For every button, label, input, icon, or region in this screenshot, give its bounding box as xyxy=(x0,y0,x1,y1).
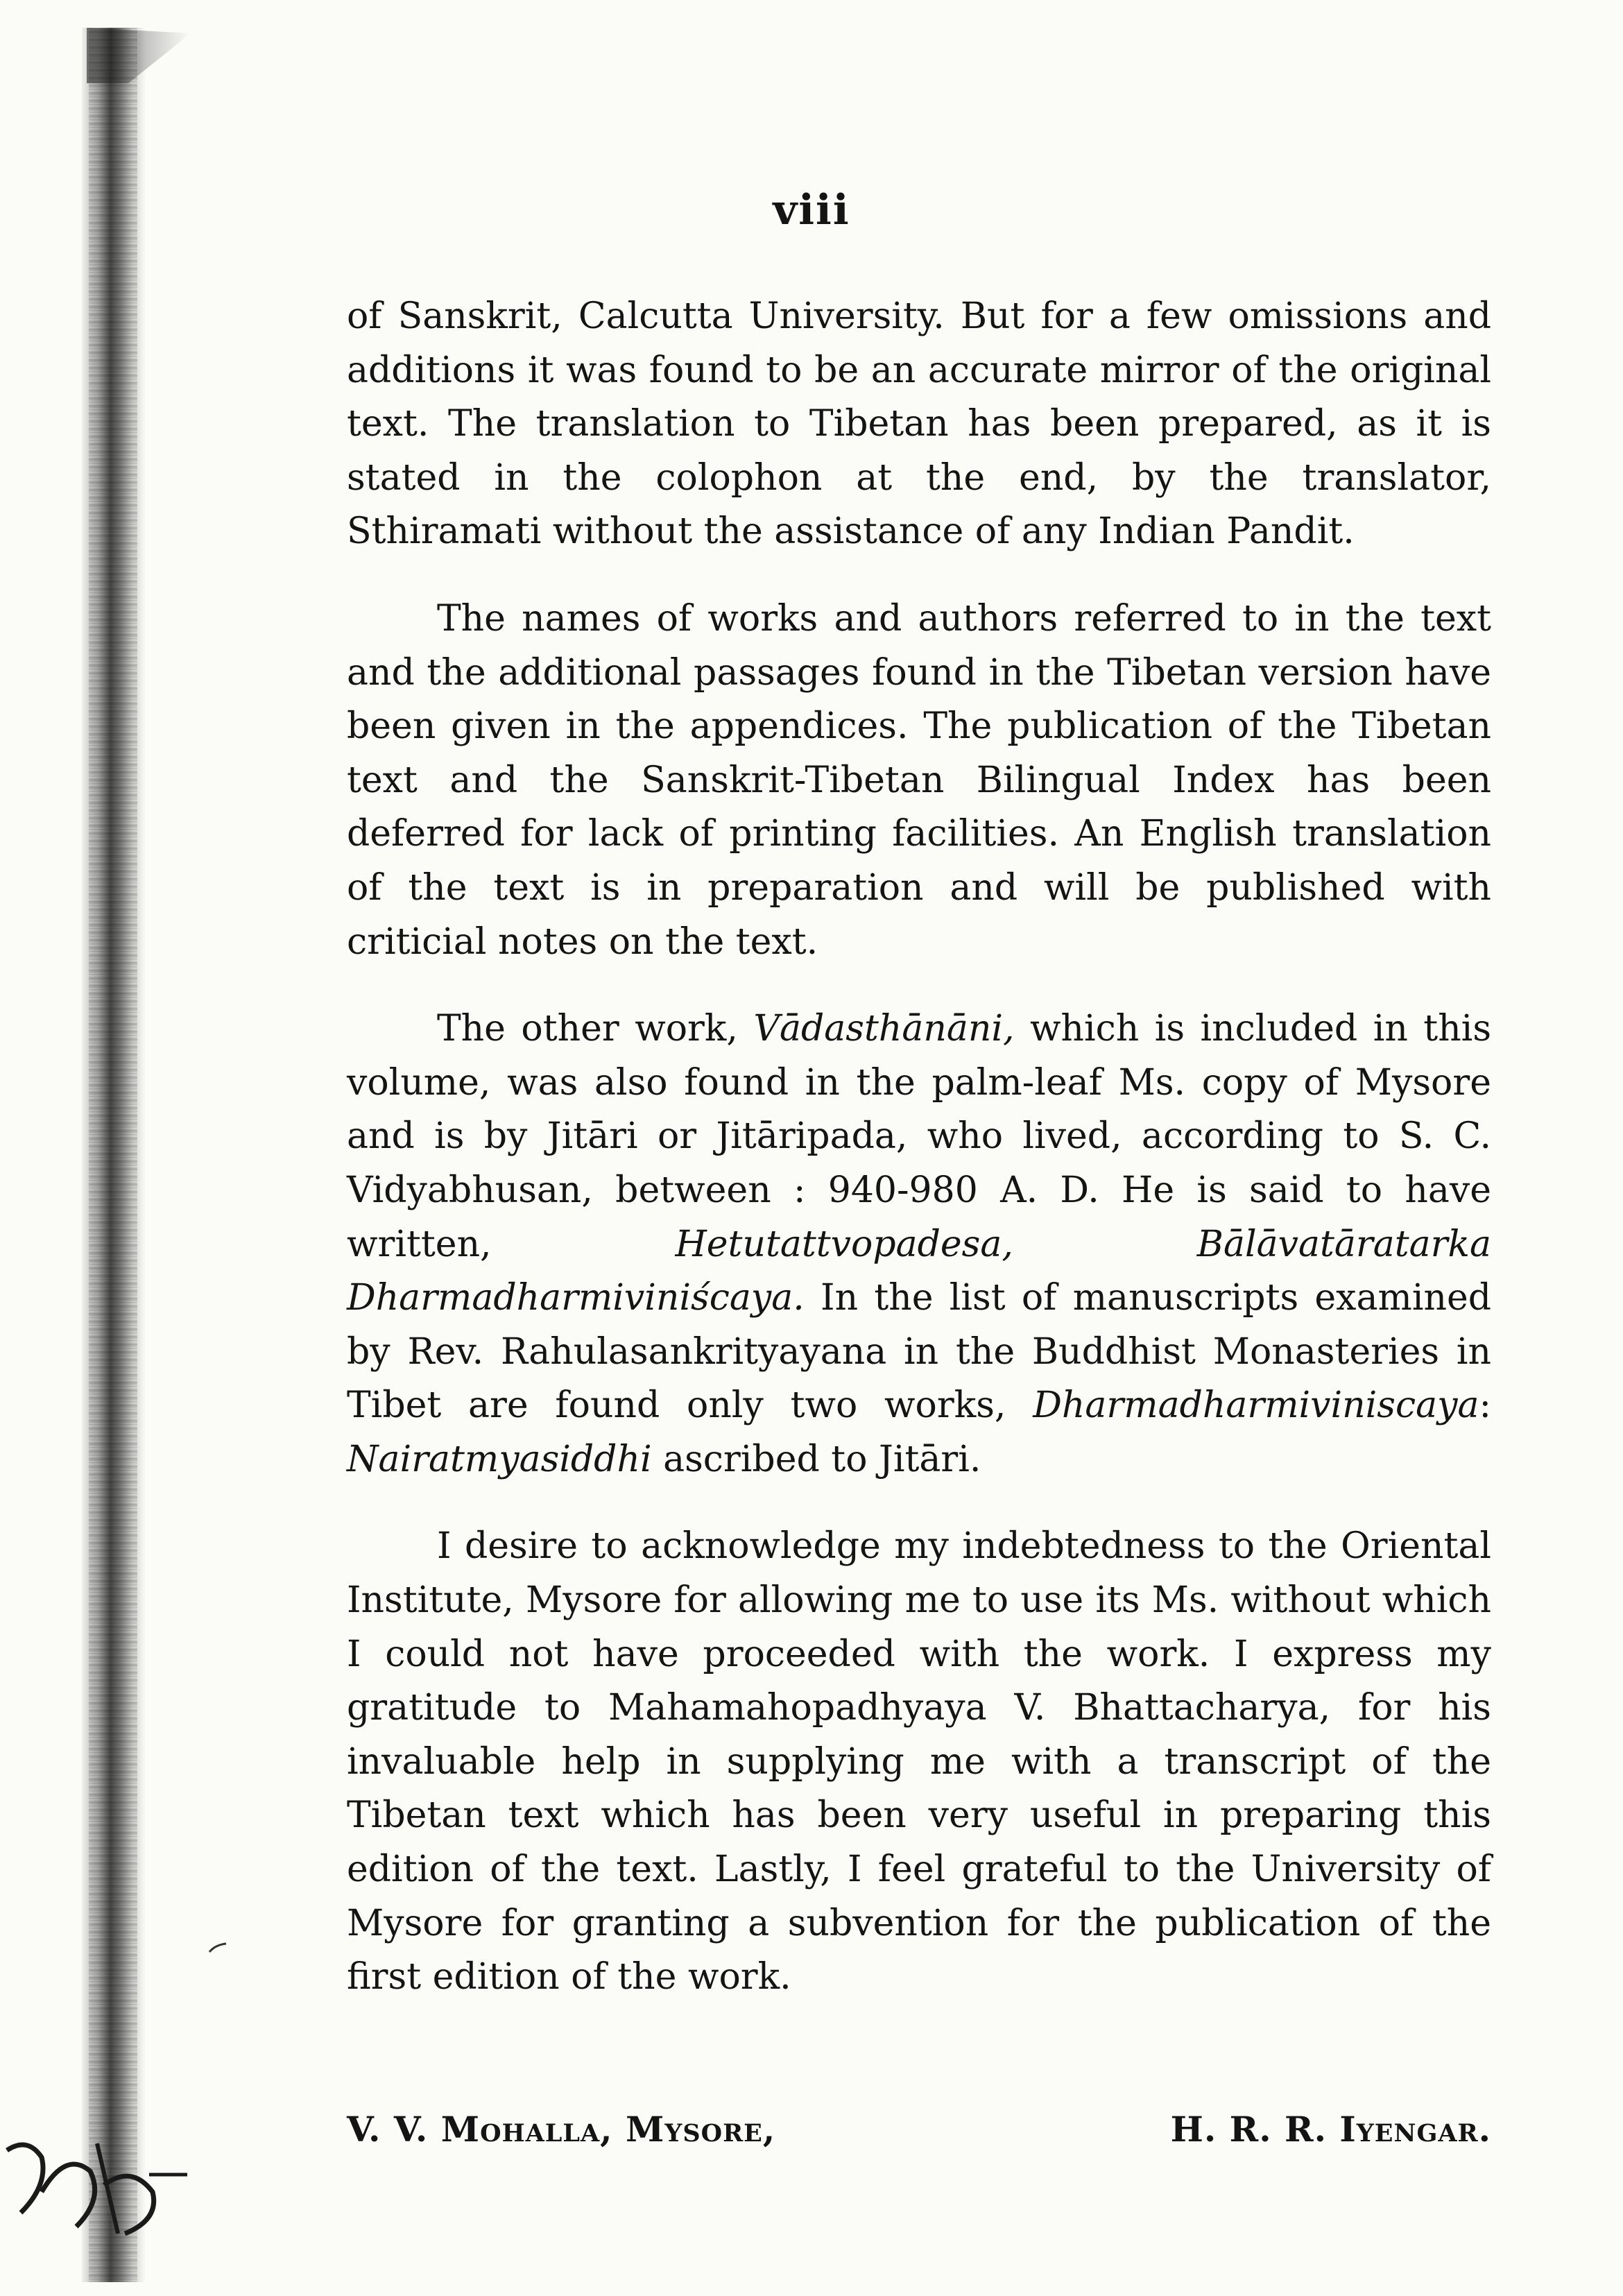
paragraph-3-segment: : xyxy=(1479,1385,1491,1427)
paragraph-3-segment: which is included in this volume, was also found in the palm-leaf Ms. copy of Mysore and is by Jitāri or Jitāripada, who lived, according to S. C. Vidyabhusan, between : 940-980 A. D. He is said to have written, xyxy=(347,1008,1491,1265)
signature-line xyxy=(347,2109,1491,2150)
page-binding-shadow xyxy=(82,28,146,2282)
paragraph-1: of Sanskrit, Calcutta University. But for a few omissions and additions it was found to be an accurate mirror of the original text. The translation to Tibetan has been prepared, as it is stated in the colophon at the end, by the translator, Sthiramati without the assistance of any Indian Pandit. xyxy=(347,295,1491,553)
signature-author: H. R. R. Iyengar. xyxy=(1170,2109,1491,2150)
title-nairatmyasiddhi: Nairatmyasiddhi xyxy=(347,1438,652,1480)
title-hetutattvopadesa: Hetutattvopadesa, Bālāvatāratarka Dharmadharmiviniścaya. xyxy=(347,1223,1491,1319)
margin-tick-mark xyxy=(208,1942,227,1953)
handwritten-margin-mark xyxy=(0,2109,208,2261)
page-body xyxy=(347,290,1491,2005)
paragraph-3-segment: The other work, xyxy=(437,1008,754,1050)
signature-place: V. V. Mohalla, Mysore, xyxy=(347,2109,776,2150)
paragraph-3 xyxy=(347,1002,1491,1487)
page-number: viii xyxy=(773,186,850,234)
page-binding-corner xyxy=(87,28,191,83)
paragraph-3-segment: In the list of manuscripts examined by Rev. Rahulasankrityayana in the Buddhist Monasteries in Tibet are found only two works, xyxy=(347,1277,1491,1427)
title-vadasthanani: Vādasthānāni, xyxy=(753,1008,1015,1050)
paragraph-2: The names of works and authors referred to in the text and the additional passages found in the Tibetan version have been given in the appendices. The publication of the Tibetan text and the Sanskrit-Tibetan Bilingual Index has been deferred for lack of printing facilities. An English translation of the text is in preparation and will be published with criticial notes on the text. xyxy=(347,597,1491,963)
title-dharmadharmiviniscaya: Dharmadharmiviniscaya xyxy=(1033,1385,1479,1427)
paragraph-3-segment: ascribed to Jitāri. xyxy=(651,1438,981,1480)
paragraph-4: I desire to acknowledge my indebtedness to the Oriental Institute, Mysore for allowing me to use its Ms. without which I could not have proceeded with the work. I express my gratitude to Mahamahopadhyaya V. Bhattacharya, for his invaluable help in supplying me with a transcript of the Tibetan text which has been very useful in preparing this edition of the text. Lastly, I feel grateful to the University of Mysore for granting a subvention for the publication of the first edition of the work. xyxy=(347,1525,1491,1998)
